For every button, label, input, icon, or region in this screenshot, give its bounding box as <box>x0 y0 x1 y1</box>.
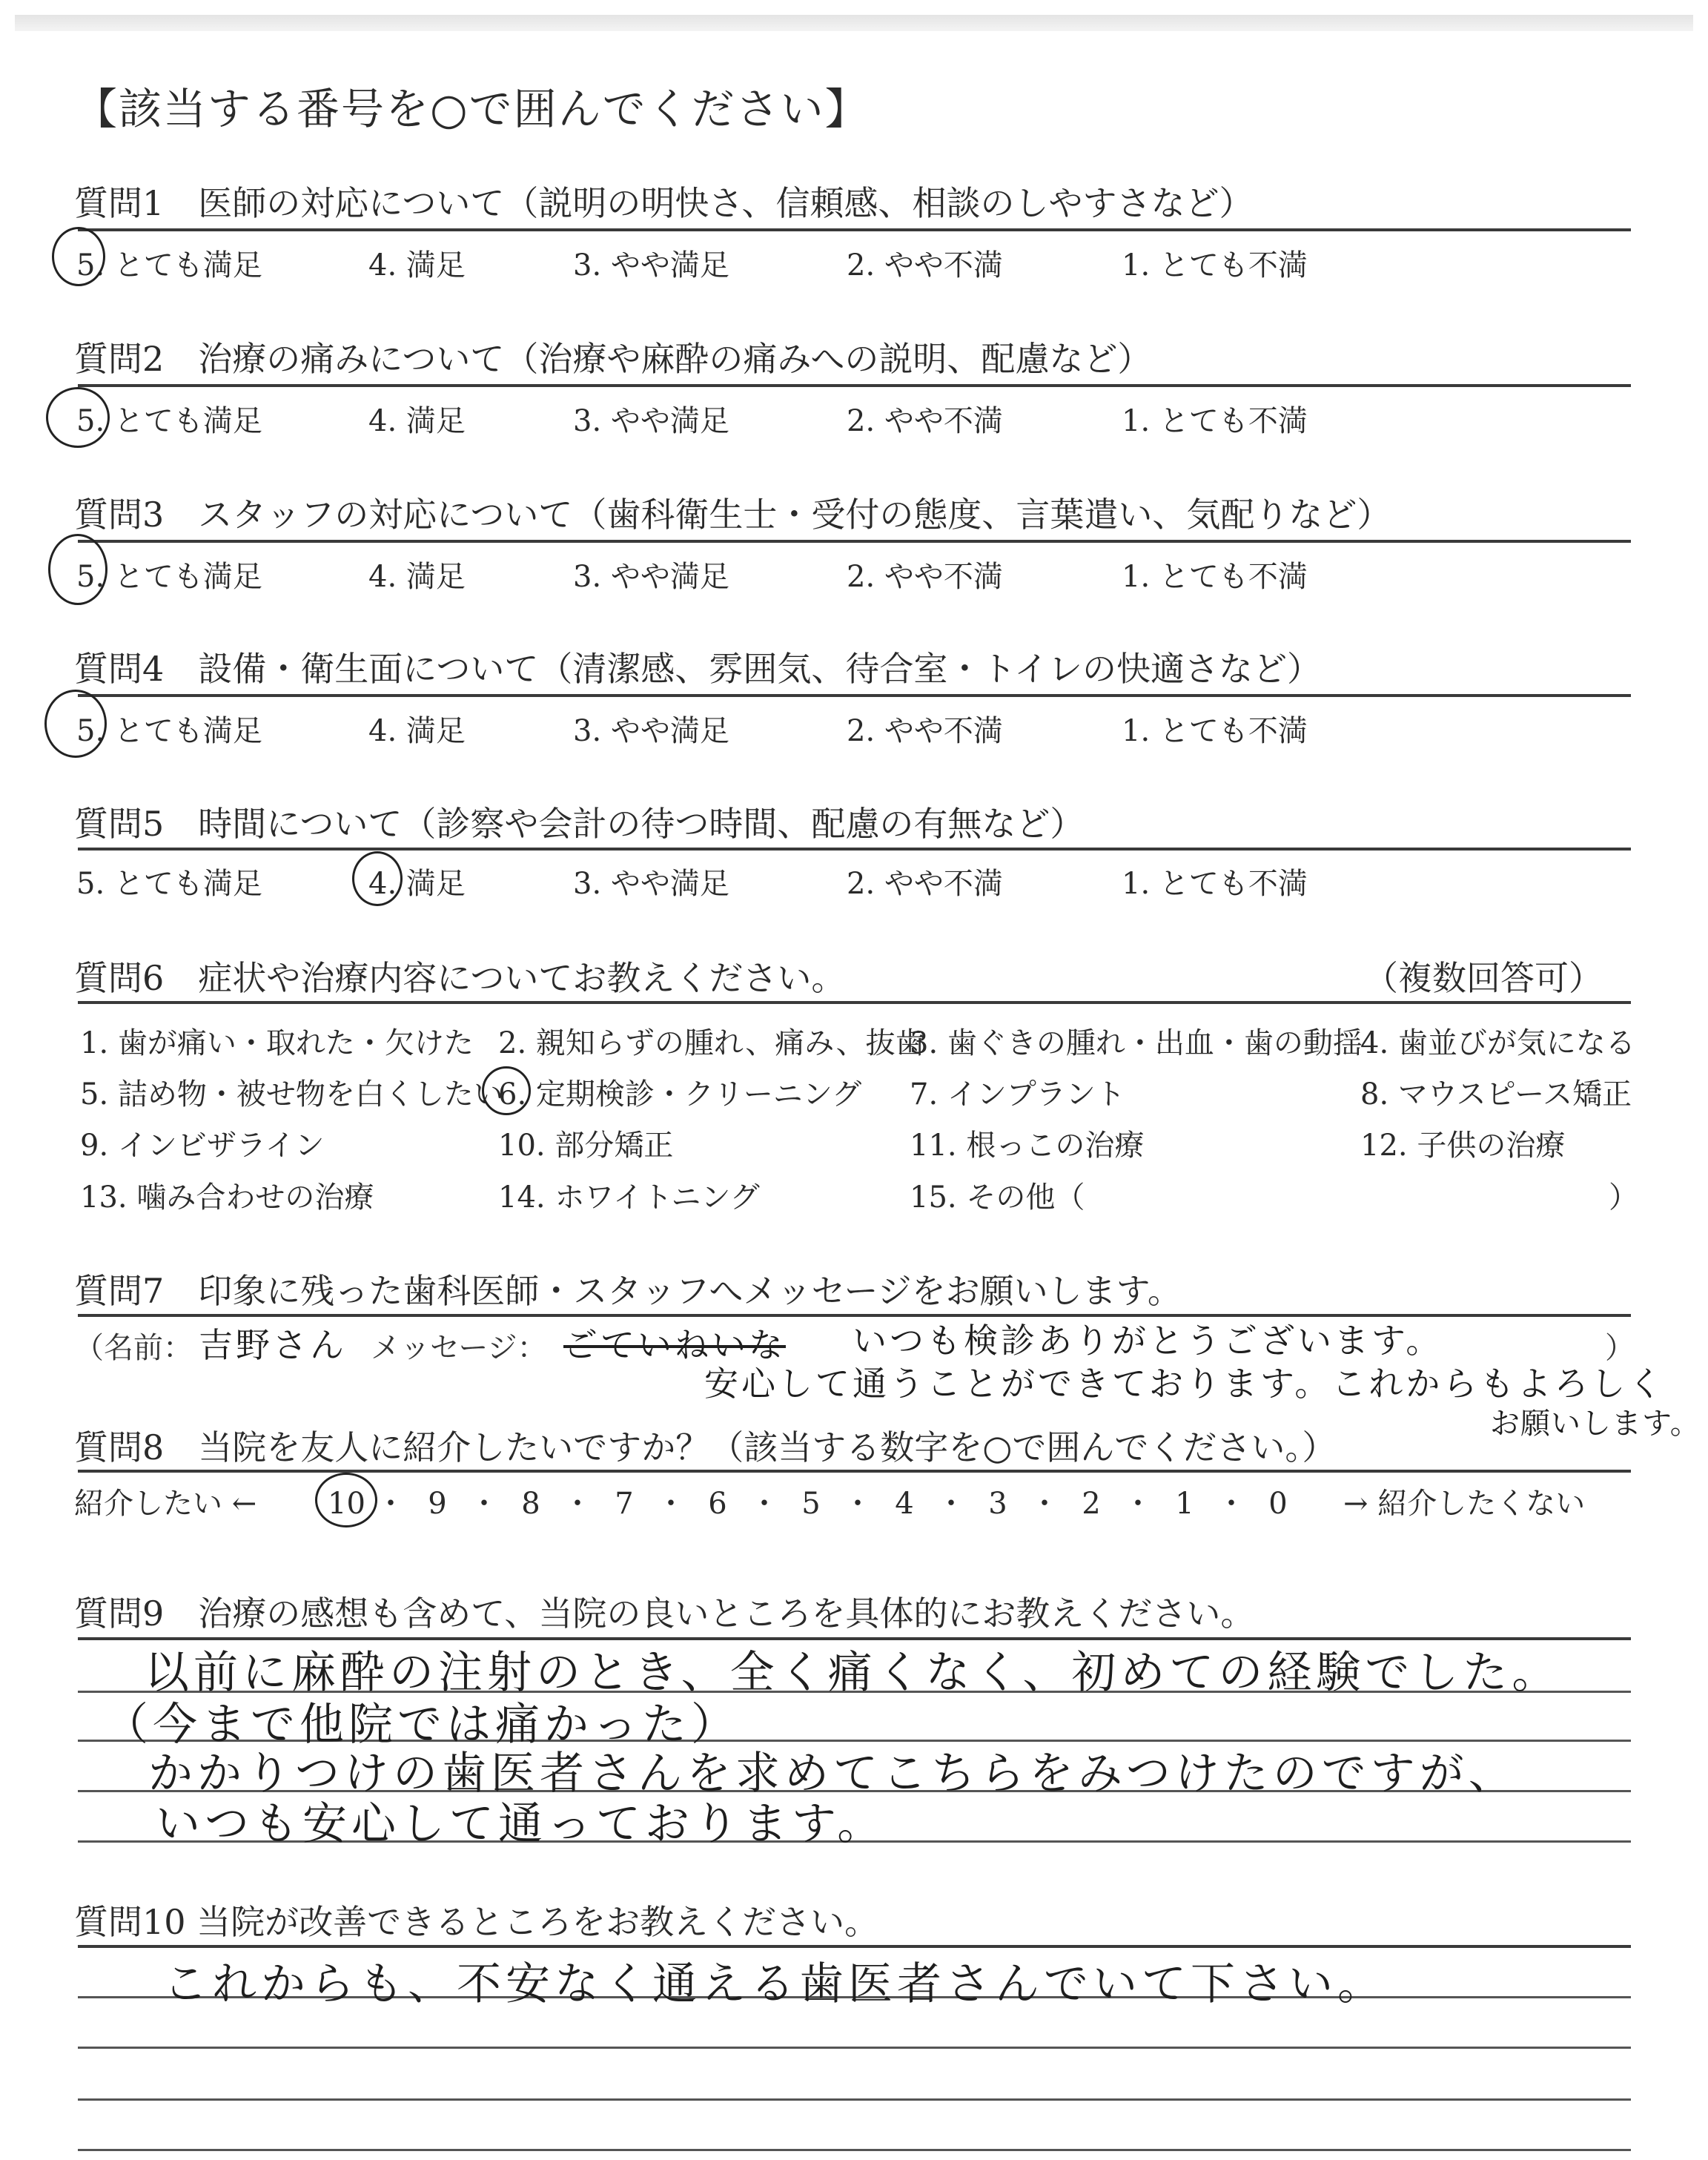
q2-option-5[interactable]: 5. とても満足 <box>76 404 262 438</box>
q6-item-12[interactable]: 12. 子供の治療 <box>1360 1129 1566 1163</box>
q2-option-4[interactable]: 4. 満足 <box>368 404 466 438</box>
q9-answer-line-2[interactable]: （今まで他院では痛かった） <box>104 1699 740 1751</box>
q8-left-label: 紹介したい ← <box>74 1487 257 1521</box>
q5-selection-circle <box>352 851 403 906</box>
question-3-title: 質問3 スタッフの対応について（歯科衛生士・受付の態度、言葉遣い、気配りなど） <box>74 495 1391 535</box>
question-4-rule <box>78 694 1631 697</box>
q6-item-11[interactable]: 11. 根っこの治療 <box>910 1129 1145 1163</box>
q4-option-2[interactable]: 2. やや不満 <box>847 714 1003 748</box>
q3-option-1[interactable]: 1. とても不満 <box>1122 560 1308 594</box>
q8-scale-dot: ・ <box>843 1487 873 1521</box>
q8-scale <box>328 1480 1294 1522</box>
q6-item-2[interactable]: 2. 親知らずの腫れ、痛み、抜歯 <box>498 1026 925 1060</box>
q10-answer-rule-2 <box>78 2047 1631 2049</box>
q7-name-label: （名前： <box>74 1331 193 1365</box>
q8-scale-dot: ・ <box>563 1487 592 1521</box>
q6-item-3[interactable]: 3. 歯ぐきの腫れ・出血・歯の動揺 <box>910 1026 1363 1060</box>
q1-selection-circle <box>52 227 105 286</box>
q10-answer-rule-4 <box>78 2149 1631 2151</box>
q8-scale-value-6[interactable]: 6 <box>708 1487 727 1521</box>
q1-option-2[interactable]: 2. やや不満 <box>847 248 1003 283</box>
q6-item-6[interactable]: 6. 定期検診・クリーニング <box>498 1077 862 1112</box>
q9-answer-line-4[interactable]: いつも安心して通っております。 <box>156 1798 887 1850</box>
question-5-rule <box>78 848 1631 851</box>
question-3-rule <box>78 540 1631 543</box>
q6-selection-circle <box>482 1066 531 1115</box>
q8-scale-value-8[interactable]: 8 <box>521 1487 540 1521</box>
q5-option-3[interactable]: 3. やや満足 <box>573 867 729 901</box>
question-1-rule <box>78 228 1631 231</box>
question-9-title: 質問9 治療の感想も含めて、当院の良いところを具体的にお教えください。 <box>74 1593 1255 1634</box>
q3-selection-circle <box>48 534 107 605</box>
q8-scale-dot: ・ <box>1030 1487 1059 1521</box>
q4-option-1[interactable]: 1. とても不満 <box>1122 714 1308 748</box>
question-2-title: 質問2 治療の痛みについて（治療や麻酔の痛みへの説明、配慮など） <box>74 339 1152 379</box>
q8-scale-dot: ・ <box>1123 1487 1153 1521</box>
q8-scale-value-10[interactable]: 10 <box>328 1487 365 1521</box>
q6-item-5[interactable]: 5. 詰め物・被せ物を白くしたい <box>80 1077 503 1112</box>
q4-option-3[interactable]: 3. やや満足 <box>573 714 729 748</box>
question-10-rule <box>78 1945 1631 1948</box>
q1-option-5[interactable]: 5. とても満足 <box>76 248 262 283</box>
q8-right-label: → 紹介したくない <box>1343 1487 1586 1521</box>
q6-other-close-paren: ） <box>1609 1180 1638 1215</box>
q8-scale-value-9[interactable]: 9 <box>428 1487 447 1521</box>
q1-option-3[interactable]: 3. やや満足 <box>573 248 729 283</box>
question-1-title: 質問1 医師の対応について（説明の明快さ、信頼感、相談のしやすさなど） <box>74 183 1254 223</box>
question-2-rule <box>78 384 1631 387</box>
question-8-title: 質問8 当院を友人に紹介したいですか？（該当する数字を○で囲んでください。） <box>74 1427 1337 1467</box>
q8-scale-dot: ・ <box>1217 1487 1246 1521</box>
q4-selection-circle <box>44 690 107 758</box>
q8-scale-dot: ・ <box>376 1487 406 1521</box>
q6-item-1[interactable]: 1. 歯が痛い・取れた・欠けた <box>80 1026 474 1060</box>
q9-answer-line-1[interactable]: 以前に麻酔の注射のとき、全く痛くなく、初めての経験でした。 <box>145 1647 1561 1699</box>
q8-scale-value-5[interactable]: 5 <box>801 1487 821 1521</box>
question-8-rule <box>78 1470 1631 1473</box>
question-4-title: 質問4 設備・衛生面について（清潔感、雰囲気、待合室・トイレの快適さなど） <box>74 649 1322 689</box>
q6-item-13[interactable]: 13. 噛み合わせの治療 <box>80 1180 374 1215</box>
q6-item-7[interactable]: 7. インプラント <box>910 1077 1125 1112</box>
q8-scale-value-4[interactable]: 4 <box>895 1487 914 1521</box>
q8-scale-value-3[interactable]: 3 <box>988 1487 1007 1521</box>
q6-item-8[interactable]: 8. マウスピース矯正 <box>1360 1077 1632 1112</box>
q5-option-5[interactable]: 5. とても満足 <box>76 867 262 901</box>
instruction-heading: 【該当する番号を○で囲んでください】 <box>74 84 870 134</box>
q8-selection-circle <box>315 1473 377 1527</box>
q3-option-3[interactable]: 3. やや満足 <box>573 560 729 594</box>
q1-option-1[interactable]: 1. とても不満 <box>1122 248 1308 283</box>
q10-answer-line-1[interactable]: これからも、不安なく通える歯医者さんでいて下さい。 <box>163 1958 1386 2010</box>
q8-scale-dot: ・ <box>936 1487 966 1521</box>
q10-answer-rule-3 <box>78 2098 1631 2101</box>
q9-answer-line-3[interactable]: かかりつけの歯医者さんを求めてこちらをみつけたのですが、 <box>148 1748 1517 1800</box>
q2-option-1[interactable]: 1. とても不満 <box>1122 404 1308 438</box>
q7-message-line-2[interactable]: 安心して通うことができております。これからもよろしく <box>704 1364 1666 1404</box>
q8-scale-value-2[interactable]: 2 <box>1082 1487 1101 1521</box>
q2-option-2[interactable]: 2. やや不満 <box>847 404 1003 438</box>
q5-option-2[interactable]: 2. やや不満 <box>847 867 1003 901</box>
question-6-rule <box>78 1001 1631 1004</box>
q7-close-paren: ） <box>1605 1331 1635 1365</box>
q5-option-1[interactable]: 1. とても不満 <box>1122 867 1308 901</box>
q6-item-10[interactable]: 10. 部分矯正 <box>498 1129 674 1163</box>
q6-item-4[interactable]: 4. 歯並びが気になる <box>1360 1026 1635 1060</box>
q3-option-5[interactable]: 5. とても満足 <box>76 560 262 594</box>
q5-option-4[interactable]: 4. 満足 <box>368 867 466 901</box>
q2-option-3[interactable]: 3. やや満足 <box>573 404 729 438</box>
q8-scale-value-7[interactable]: 7 <box>615 1487 634 1521</box>
question-6-note: （複数回答可） <box>1364 958 1603 998</box>
question-7-title: 質問7 印象に残った歯科医師・スタッフへメッセージをお願いします。 <box>74 1271 1182 1311</box>
q4-option-5[interactable]: 5. とても満足 <box>76 714 262 748</box>
q7-name-value[interactable]: 吉野さん <box>199 1325 347 1365</box>
q7-message-label: メッセージ： <box>371 1331 547 1365</box>
q8-scale-dot: ・ <box>469 1487 499 1521</box>
q6-item-14[interactable]: 14. ホワイトニング <box>498 1180 760 1215</box>
q2-selection-circle <box>46 387 110 448</box>
scan-edge <box>15 15 1693 31</box>
q8-scale-dot: ・ <box>656 1487 686 1521</box>
q7-struck-text: ごていねいな <box>563 1325 786 1365</box>
q6-item-9[interactable]: 9. インビザライン <box>80 1129 325 1163</box>
q4-option-4[interactable]: 4. 満足 <box>368 714 466 748</box>
q3-option-2[interactable]: 2. やや不満 <box>847 560 1003 594</box>
q7-message-line-1[interactable]: いつも検診ありがとうございます。 <box>853 1321 1443 1361</box>
question-5-title: 質問5 時間について（診察や会計の待つ時間、配慮の有無など） <box>74 804 1085 844</box>
q1-option-4[interactable]: 4. 満足 <box>368 248 466 283</box>
q3-option-4[interactable]: 4. 満足 <box>368 560 466 594</box>
q6-item-15[interactable]: 15. その他（ <box>910 1180 1085 1215</box>
q8-scale-value-1[interactable]: 1 <box>1175 1487 1194 1521</box>
q8-scale-value-0[interactable]: 0 <box>1268 1487 1288 1521</box>
q8-scale-dot: ・ <box>749 1487 779 1521</box>
question-6-title: 質問6 症状や治療内容についてお教えください。 <box>74 958 846 998</box>
question-10-title: 質問10 当院が改善できるところをお教えください。 <box>74 1902 879 1942</box>
q7-message-line-3[interactable]: お願いします。 <box>1490 1407 1701 1441</box>
